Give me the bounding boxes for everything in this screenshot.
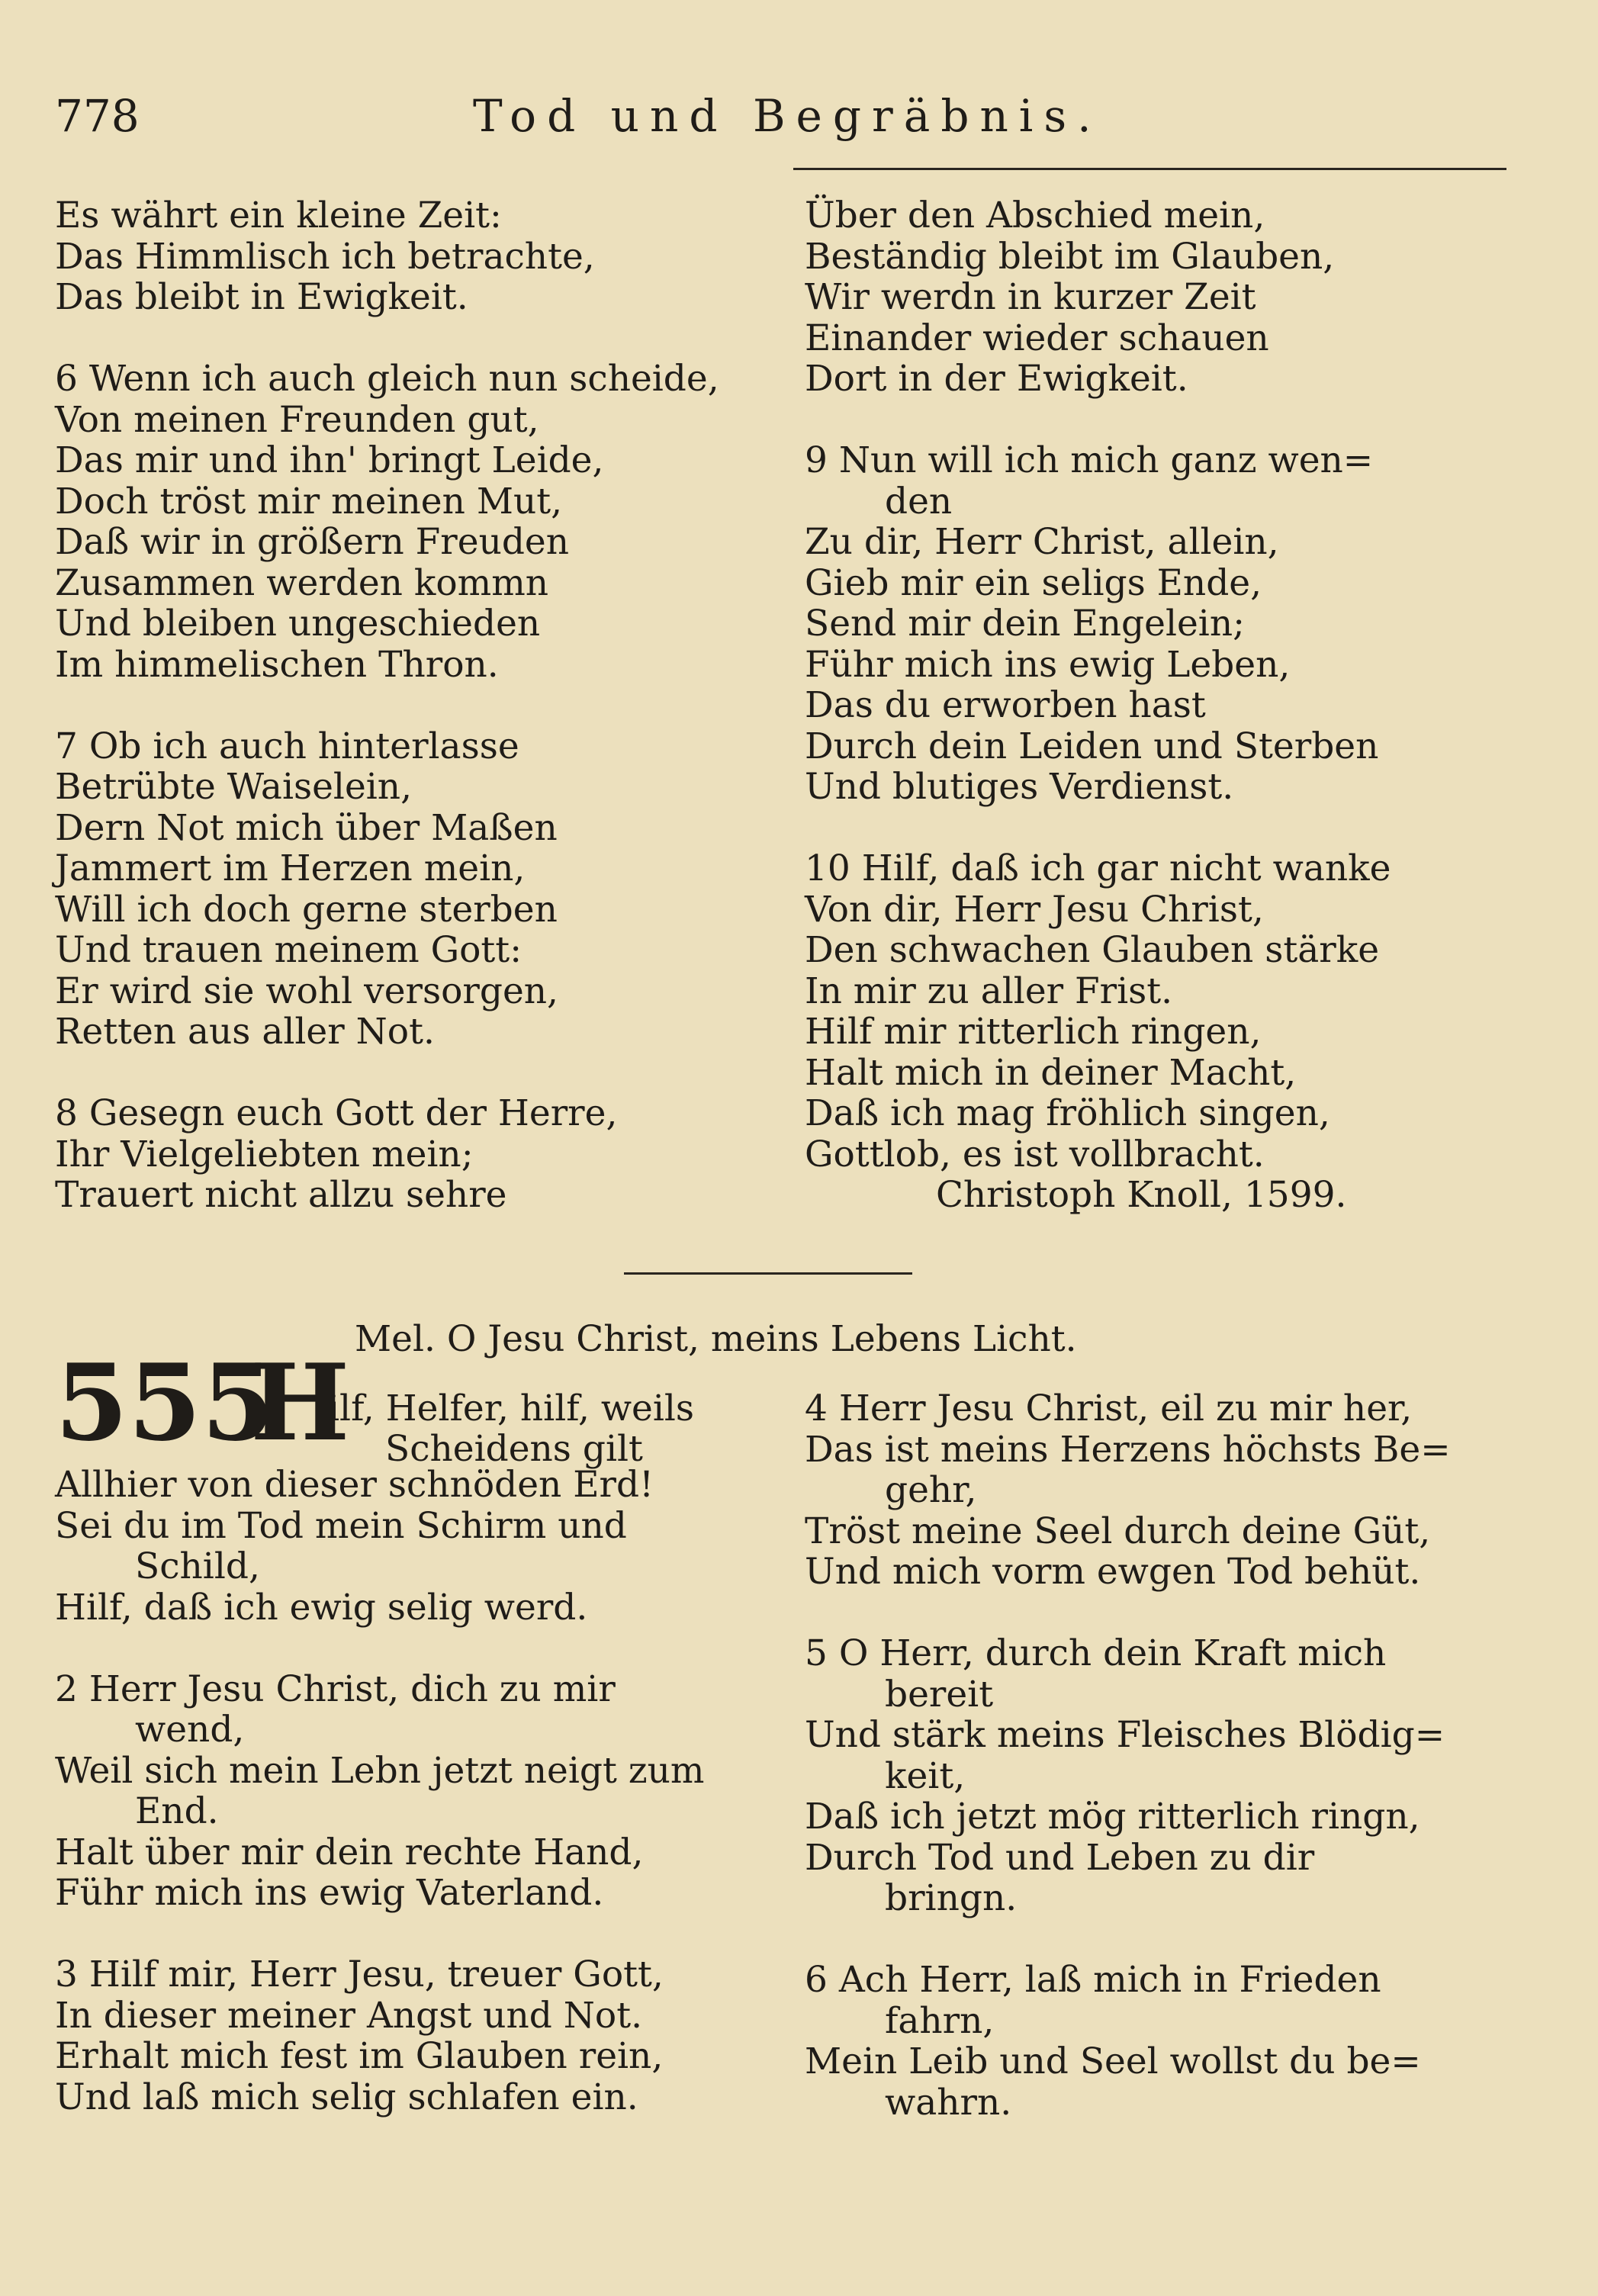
verse-line: Zu dir, Herr Christ, allein, (805, 521, 1279, 563)
verse-line: Hilf mir ritterlich ringen, (805, 1011, 1262, 1053)
verse-line: keit, (885, 1754, 966, 1797)
hymn-author: Christoph Knoll, 1599. (935, 1174, 1347, 1216)
verse-line: Will ich doch gerne sterben (55, 888, 558, 931)
verse-line: Von dir, Herr Jesu Christ, (805, 888, 1264, 931)
stanza-gap (805, 1919, 1451, 1960)
verse-line: Und laß mich selig schlafen ein. (55, 2076, 638, 2118)
verse-line: In mir zu aller Frist. (805, 970, 1173, 1012)
verse-line: 10 Hilf, daß ich gar nicht wanke (805, 847, 1391, 889)
verse-line: 8 Gesegn euch Gott der Herre, (55, 1092, 618, 1134)
verse-line: Das mir und ihn' bringt Leide, (55, 439, 604, 481)
verse-line: 6 Wenn ich auch gleich nun scheide, (55, 358, 719, 400)
column-right-top (805, 195, 1391, 1216)
hymn-first-line: ilf, Helfer, hilf, weils (328, 1388, 695, 1429)
verse-line: gehr, (885, 1469, 977, 1511)
verse-line: 2 Herr Jesu Christ, dich zu mir (55, 1667, 616, 1710)
verse-line: Von meinen Freunden gut, (55, 398, 539, 441)
stanza-gap (55, 1628, 704, 1669)
verse-line: Das bleibt in Ewigkeit. (55, 276, 468, 318)
stanza-gap (55, 318, 719, 359)
stanza-gap (55, 1914, 704, 1955)
stanza-gap (55, 1053, 719, 1094)
verse-line: Beständig bleibt im Glauben, (805, 235, 1335, 278)
stanza-gap (805, 1593, 1451, 1634)
verse-line: In dieser meiner Angst und Not. (55, 1994, 643, 2037)
verse-line: Schild, (135, 1545, 260, 1587)
column-left-top (55, 195, 719, 1216)
verse-line: 4 Herr Jesu Christ, eil zu mir her, (805, 1388, 1413, 1429)
verse-line: Führ mich ins ewig Vaterland. (55, 1872, 604, 1914)
verse-line: Wir werdn in kurzer Zeit (805, 276, 1256, 318)
verse-line: Es währt ein kleine Zeit: (55, 195, 502, 236)
verse-line: Weil sich mein Lebn jetzt neigt zum (55, 1749, 705, 1792)
verse-line: fahrn, (885, 1999, 995, 2042)
verse-line: Im himmelischen Thron. (55, 643, 499, 686)
verse-line: 9 Nun will ich mich ganz wen= (805, 439, 1374, 481)
page-number: 778 (55, 90, 140, 142)
verse-line: Er wird sie wohl versorgen, (55, 970, 558, 1012)
verse-line: Gottlob, es ist vollbracht. (805, 1133, 1265, 1175)
header-rule (793, 168, 1506, 170)
verse-line: Daß wir in größern Freuden (55, 521, 570, 563)
stanza-gap (55, 685, 719, 726)
verse-line: Zusammen werden kommn (55, 561, 549, 604)
column-right-bottom (805, 1388, 1451, 2123)
verse-line: Retten aus aller Not. (55, 1011, 435, 1053)
verse-line: Und blutiges Verdienst. (805, 766, 1234, 808)
melody-line: Mel. O Jesu Christ, meins Lebens Licht. (355, 1318, 1077, 1360)
verse-line: 5 O Herr, durch dein Kraft mich (805, 1632, 1387, 1674)
verse-line: Mein Leib und Seel wollst du be= (805, 2040, 1421, 2082)
verse-line: Allhier von dieser schnöden Erd! (55, 1464, 654, 1506)
verse-line: Hilf, daß ich ewig selig werd. (55, 1586, 588, 1629)
verse-line: Das Himmlisch ich betrachte, (55, 235, 595, 278)
verse-line: wahrn. (885, 2081, 1012, 2124)
verse-line: Führ mich ins ewig Leben, (805, 643, 1291, 686)
section-divider (624, 1272, 912, 1275)
verse-line: Dort in der Ewigkeit. (805, 358, 1188, 400)
column-left-bottom (55, 1465, 704, 2118)
verse-line: Und trauen meinem Gott: (55, 929, 522, 971)
verse-line: Tröst meine Seel durch deine Güt, (805, 1510, 1431, 1552)
verse-line: Betrübte Waiselein, (55, 766, 413, 808)
verse-line: 3 Hilf mir, Herr Jesu, treuer Gott, (55, 1954, 664, 1995)
verse-line: Jammert im Herzen mein, (55, 847, 526, 889)
verse-line: Gieb mir ein seligs Ende, (805, 561, 1262, 604)
stanza-gap (805, 400, 1391, 441)
stanza-gap (805, 808, 1391, 849)
page-title: Tod und Begräbnis. (473, 90, 1102, 142)
verse-line: Sei du im Tod mein Schirm und (55, 1504, 627, 1547)
verse-line: Ihr Vielgeliebten mein; (55, 1133, 474, 1175)
verse-line: Erhalt mich fest im Glauben rein, (55, 2035, 664, 2077)
verse-line: Dern Not mich über Maßen (55, 806, 558, 849)
verse-line: Doch tröst mir meinen Mut, (55, 480, 563, 523)
verse-line: Und stärk meins Fleisches Blödig= (805, 1714, 1445, 1756)
verse-line: Durch dein Leiden und Sterben (805, 725, 1379, 767)
verse-line: Über den Abschied mein, (805, 195, 1265, 236)
verse-line: bereit (885, 1673, 994, 1716)
hymn-number: 555 (55, 1340, 275, 1465)
verse-line: 7 Ob ich auch hinterlasse (55, 725, 519, 767)
verse-line: bringn. (885, 1877, 1018, 1919)
drop-cap: H (250, 1340, 350, 1465)
verse-line: Send mir dein Engelein; (805, 603, 1245, 645)
verse-line: Durch Tod und Leben zu dir (805, 1836, 1315, 1879)
verse-line: Halt über mir dein rechte Hand, (55, 1831, 644, 1873)
verse-line: Einander wieder schauen (805, 317, 1269, 359)
verse-line: Das du erworben hast (805, 684, 1206, 726)
hymn-first-line-cont: Scheidens gilt (385, 1428, 643, 1470)
verse-line: Daß ich mag fröhlich singen, (805, 1092, 1330, 1134)
verse-line: Halt mich in deiner Macht, (805, 1051, 1297, 1094)
verse-line: Daß ich jetzt mög ritterlich ringn, (805, 1796, 1420, 1838)
verse-line: den (885, 480, 953, 523)
verse-line: End. (135, 1790, 219, 1832)
verse-line: Und mich vorm ewgen Tod behüt. (805, 1551, 1421, 1593)
verse-line: wend, (135, 1709, 245, 1751)
verse-line: Trauert nicht allzu sehre (55, 1174, 507, 1216)
verse-line: Das ist meins Herzens höchsts Be= (805, 1428, 1451, 1471)
verse-line: 6 Ach Herr, laß mich in Frieden (805, 1959, 1381, 2001)
verse-line: Den schwachen Glauben stärke (805, 929, 1380, 971)
verse-line: Und bleiben ungeschieden (55, 603, 541, 645)
